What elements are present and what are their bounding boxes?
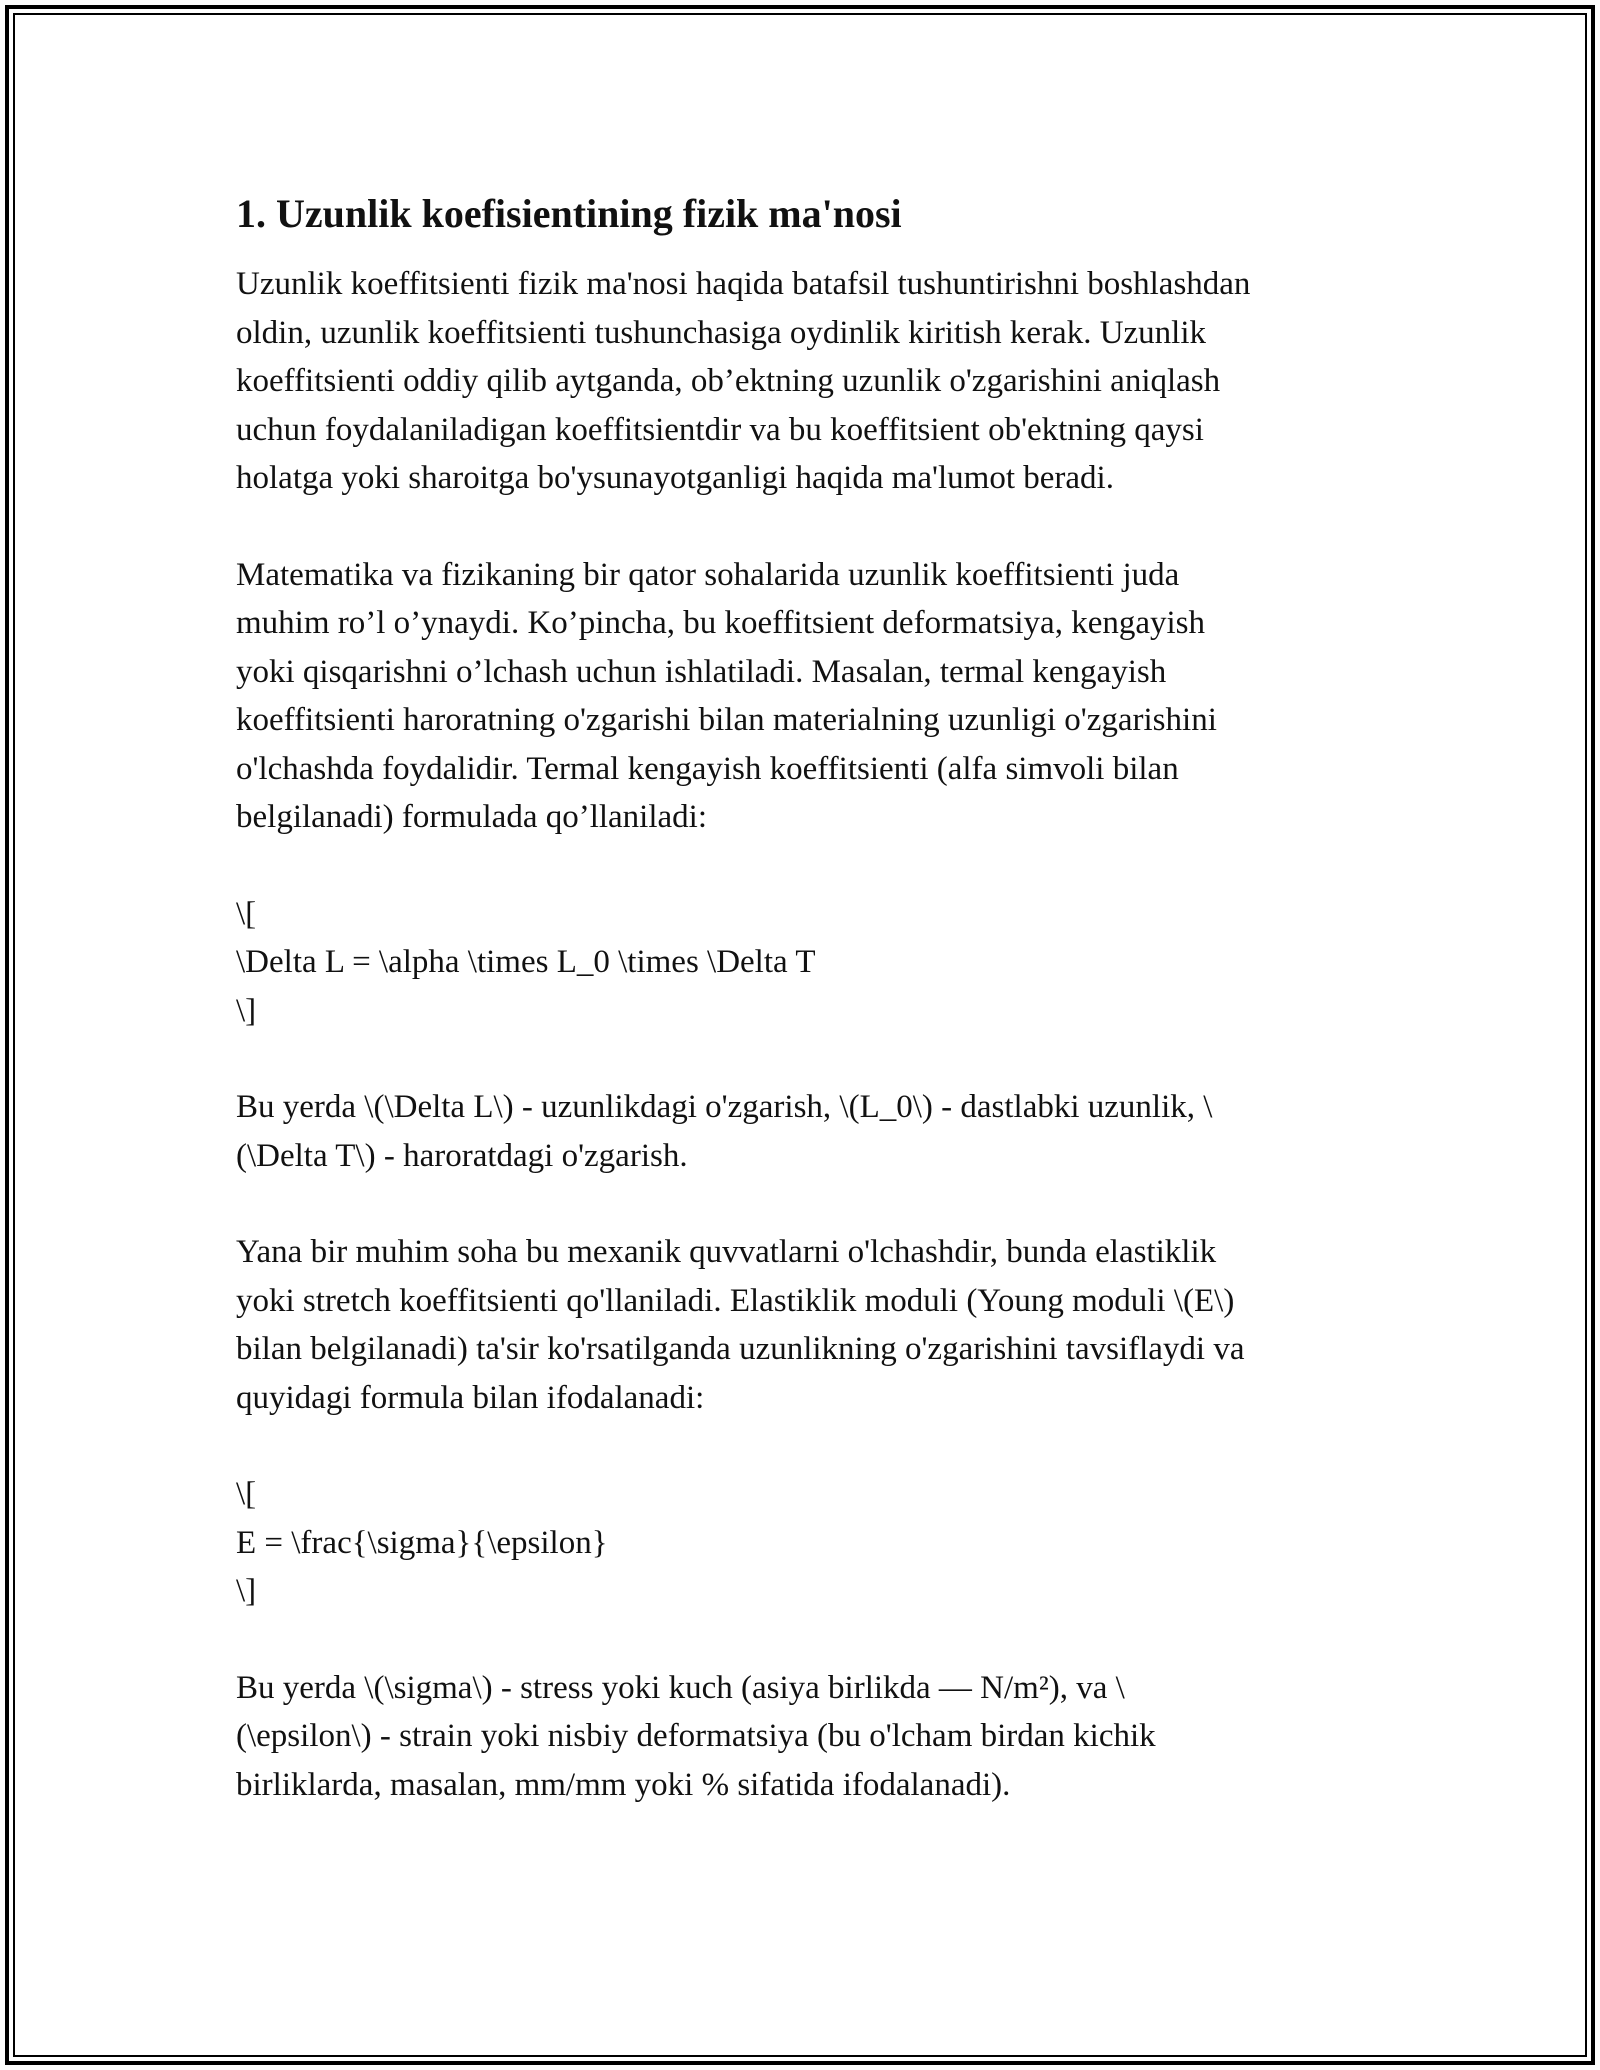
formula-thermal-expansion: \[ \Delta L = \alpha \times L_0 \times \Delta T \] <box>236 895 816 1029</box>
paragraph-thermal-expansion: Matematika va fizikaning bir qator sohalarida uzunlik koeffitsienti juda muhim ro’l o’ynaydi. Ko’pincha, bu koeffitsient deformatsiya, kengayish yoki qisqarishni o’lchash uchun ishlatiladi. Masalan, termal kengayish koeffitsienti haroratning o'zgarishi bilan materialning uzunligi o'zgarishini o'lchashda foydalidir. Termal kengayish koeffitsienti (alfa simvoli bilan belgilanadi) formulada qo’llaniladi: <box>236 556 1217 835</box>
paragraph-elasticity: Yana bir muhim soha bu mexanik quvvatlarni o'lchashdir, bunda elastiklik yoki stretch koeffitsienti qo'llaniladi. Elastiklik moduli (Young moduli \(E\) bilan belgilanadi) ta'sir ko'rsatilganda uzunlikning o'zgarishini tavsiflaydi va quyidagi formula bilan ifodalanadi: <box>236 1234 1245 1416</box>
section-heading: 1. Uzunlik koefisientining fizik ma'nosi <box>236 191 902 236</box>
document-body <box>236 186 1376 1857</box>
paragraph-intro: Uzunlik koeffitsienti fizik ma'nosi haqida batafsil tushuntirishni boshlashdan oldin, uzunlik koeffitsienti tushunchasiga oydinlik kiritish kerak. Uzunlik koeffitsienti oddiy qilib aytganda, ob’ektning uzunlik o'zgarishini aniqlash uchun foydalaniladigan koeffitsientdir va bu koeffitsient ob'ektning qaysi holatga yoki sharoitga bo'ysunayotganligi haqida ma'lumot beradi. <box>236 266 1251 496</box>
paragraph-stress-strain: Bu yerda \(\sigma\) - stress yoki kuch (asiya birlikda — N/m²), va \ (\epsilon\) - strain yoki nisbiy deformatsiya (bu o'lcham birdan kichik birliklarda, masalan, mm/mm yoki % sifatida ifodalanadi). <box>236 1669 1156 1803</box>
paragraph-thermal-variables: Bu yerda \(\Delta L\) - uzunlikdagi o'zgarish, \(L_0\) - dastlabki uzunlik, \ (\Delta T\) - haroratdagi o'zgarish. <box>236 1089 1213 1174</box>
formula-young-modulus: \[ E = \frac{\sigma}{\epsilon} \] <box>236 1476 608 1609</box>
